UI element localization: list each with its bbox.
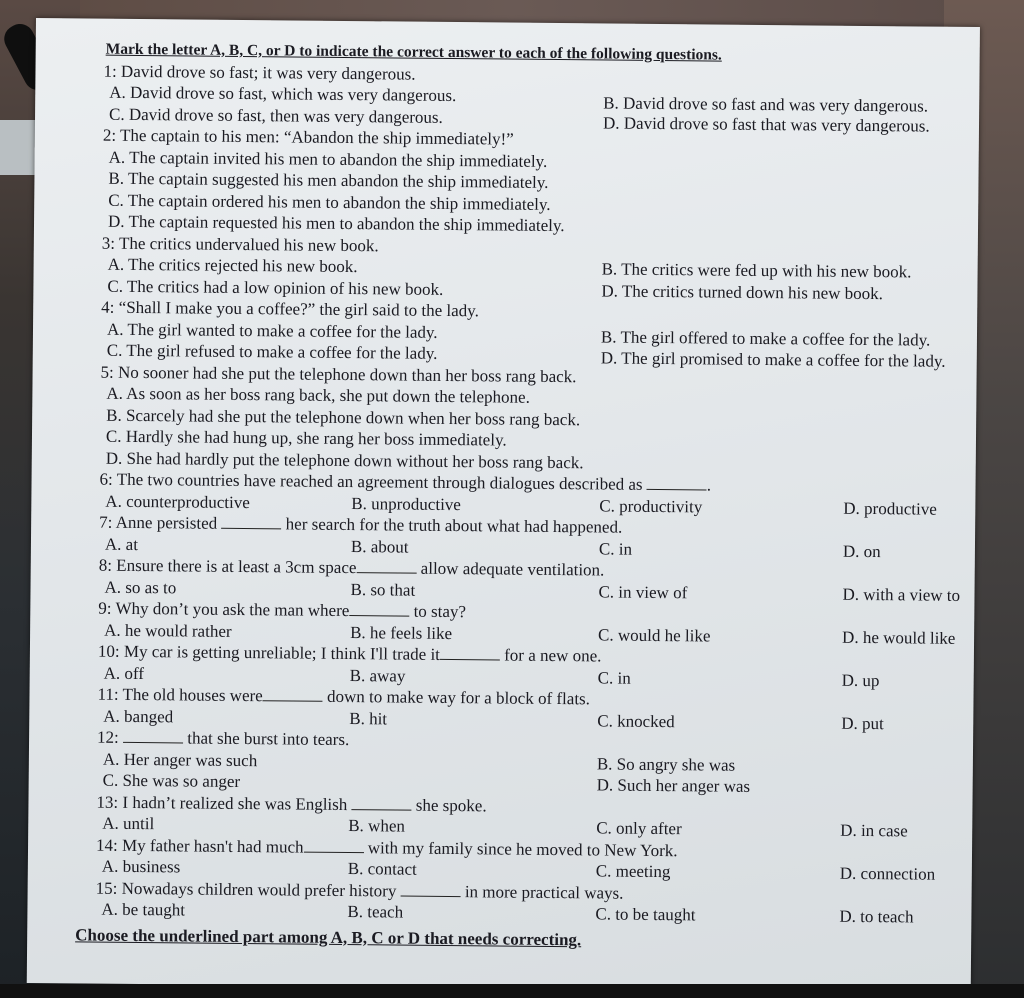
option-1c[interactable]: C. David drove so fast, then was very dangerous. xyxy=(108,104,443,127)
question-3: 3: The critics undervalued his new book. xyxy=(101,233,379,255)
question-15: 15: Nowadays children would prefer history in more practical ways. xyxy=(95,878,624,903)
question-5: 5: No sooner had she put the telephone down than her boss rang back. xyxy=(100,362,577,386)
question-2: 2: The captain to his men: “Abandon the ship immediately!” xyxy=(102,125,514,149)
option-8b[interactable]: B. so that xyxy=(350,579,416,600)
option-9a[interactable]: A. he would rather xyxy=(104,620,232,641)
option-9c[interactable]: C. would he like xyxy=(598,624,711,646)
question-11: 11: The old houses were down to make way for a block of flats. xyxy=(97,684,591,709)
option-3a[interactable]: A. The critics rejected his new book. xyxy=(107,254,358,277)
answer-blank xyxy=(221,514,281,530)
option-14b[interactable]: B. contact xyxy=(347,859,417,879)
option-8d[interactable]: D. with a view to xyxy=(842,584,961,605)
answer-blank xyxy=(352,795,412,811)
option-15c[interactable]: C. to be taught xyxy=(595,904,696,925)
option-3c[interactable]: C. The critics had a low opinion of his new book. xyxy=(107,276,444,299)
answer-blank xyxy=(440,645,500,661)
question-4: 4: “Shall I make you a coffee?” the girl said to the lady. xyxy=(101,297,479,321)
option-6d[interactable]: D. productive xyxy=(843,498,937,519)
question-8: 8: Ensure there is at least a 3cm space allow adequate ventilation. xyxy=(98,555,605,580)
option-4b[interactable]: B. The girl offered to make a coffee for the lady. xyxy=(600,326,931,350)
option-4a[interactable]: A. The girl wanted to make a coffee for the lady. xyxy=(106,319,438,342)
option-9d[interactable]: D. he would like xyxy=(842,627,956,648)
option-11d[interactable]: D. put xyxy=(841,713,884,733)
answer-blank xyxy=(304,837,364,853)
option-12b[interactable]: B. So angry she was xyxy=(596,753,736,775)
answer-blank xyxy=(263,686,323,702)
option-11b[interactable]: B. hit xyxy=(349,708,388,728)
option-8a[interactable]: A. so as to xyxy=(104,577,177,597)
option-5d[interactable]: D. She had hardly put the telephone down without her boss rang back. xyxy=(105,448,584,472)
option-12a[interactable]: A. Her anger was such xyxy=(102,749,258,770)
option-3b[interactable]: B. The critics were fed up with his new book. xyxy=(601,259,912,282)
option-1b[interactable]: B. David drove so fast and was very dangerous. xyxy=(603,93,929,116)
option-3d[interactable]: D. The critics turned down his new book. xyxy=(601,280,884,303)
answer-blank xyxy=(356,558,416,574)
option-8c[interactable]: C. in view of xyxy=(598,581,688,602)
option-2a[interactable]: A. The captain invited his men to abandon the ship immediately. xyxy=(108,147,548,171)
option-7b[interactable]: B. about xyxy=(350,536,409,557)
option-10a[interactable]: A. off xyxy=(103,663,145,683)
option-11a[interactable]: A. banged xyxy=(103,706,174,726)
option-1d[interactable]: D. David drove so fast that was very dangerous. xyxy=(602,113,930,136)
answer-blank xyxy=(647,475,707,491)
answer-blank xyxy=(401,881,461,897)
option-14c[interactable]: C. meeting xyxy=(595,861,671,882)
instruction-heading: Mark the letter A, B, C, or D to indicate the correct answer to each of the following questions. xyxy=(105,40,722,64)
next-section-heading: Choose the underlined part among A, B, C or D that needs correcting. xyxy=(75,924,582,949)
option-10d[interactable]: D. up xyxy=(841,670,880,690)
option-9b[interactable]: B. he feels like xyxy=(350,622,453,643)
option-7d[interactable]: D. on xyxy=(842,541,881,561)
option-10b[interactable]: B. away xyxy=(349,665,406,686)
question-9: 9: Why don’t you ask the man where to stay? xyxy=(98,598,467,622)
option-5c[interactable]: C. Hardly she had hung up, she rang her boss immediately. xyxy=(105,426,507,450)
option-15d[interactable]: D. to teach xyxy=(839,906,914,927)
option-13b[interactable]: B. when xyxy=(348,816,406,836)
option-6b[interactable]: B. unproductive xyxy=(351,493,461,514)
question-10: 10: My car is getting unreliable; I think I'll trade it for a new one. xyxy=(97,641,602,666)
option-2c[interactable]: C. The captain ordered his men to abandon the ship immediately. xyxy=(108,190,551,214)
option-2b[interactable]: B. The captain suggested his men abandon the ship immediately. xyxy=(108,168,549,192)
option-2d[interactable]: D. The captain requested his men to abandon the ship immediately. xyxy=(107,211,565,236)
option-6a[interactable]: A. counterproductive xyxy=(105,491,250,512)
option-12d[interactable]: D. Such her anger was xyxy=(596,775,751,796)
worksheet-content xyxy=(67,38,961,953)
question-12: 12: that she burst into tears. xyxy=(97,727,350,750)
option-11c[interactable]: C. knocked xyxy=(597,710,675,731)
option-10c[interactable]: C. in xyxy=(597,667,631,688)
option-5b[interactable]: B. Scarcely had she put the telephone down when her boss rang back. xyxy=(106,405,581,429)
option-7c[interactable]: C. in xyxy=(598,538,633,559)
option-4c[interactable]: C. The girl refused to make a coffee for the lady. xyxy=(106,340,438,363)
option-12c[interactable]: C. She was so anger xyxy=(102,770,241,791)
option-5a[interactable]: A. As soon as her boss rang back, she put down the telephone. xyxy=(106,383,530,407)
worksheet-page xyxy=(27,18,980,992)
question-1: 1: David drove so fast; it was very dangerous. xyxy=(103,61,416,84)
answer-blank xyxy=(349,601,409,617)
bottom-border xyxy=(0,984,1024,998)
option-13d[interactable]: D. in case xyxy=(840,820,908,841)
option-7a[interactable]: A. at xyxy=(104,534,139,554)
option-13a[interactable]: A. until xyxy=(102,813,155,834)
option-15b[interactable]: B. teach xyxy=(347,902,404,922)
option-6c[interactable]: C. productivity xyxy=(599,495,703,516)
option-13c[interactable]: C. only after xyxy=(596,818,682,839)
question-7: 7: Anne persisted her search for the truth about what had happened. xyxy=(99,512,623,537)
option-1a[interactable]: A. David drove so fast, which was very dangerous. xyxy=(109,82,457,106)
option-14a[interactable]: A. business xyxy=(101,856,181,877)
question-6: 6: The two countries have reached an agreement through dialogues described as . xyxy=(99,469,712,495)
option-14d[interactable]: D. connection xyxy=(839,863,936,884)
answer-blank xyxy=(123,728,183,744)
option-4d[interactable]: D. The girl promised to make a coffee for the lady. xyxy=(600,347,946,371)
question-14: 14: My father hasn't had much with my family since he moved to New York. xyxy=(95,835,678,860)
option-15a[interactable]: A. be taught xyxy=(101,899,186,920)
question-13: 13: I hadn’t realized she was English she spoke. xyxy=(96,792,487,815)
